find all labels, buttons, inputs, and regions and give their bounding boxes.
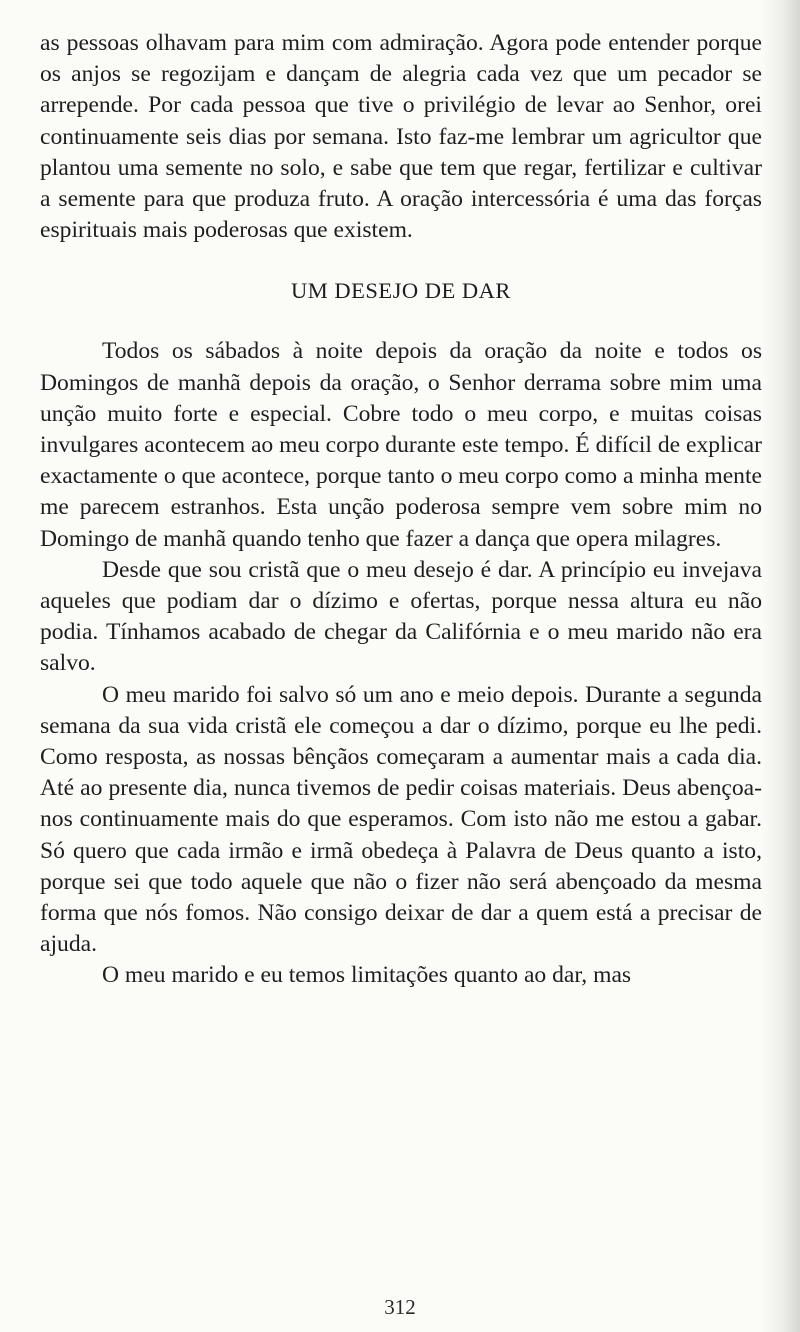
page-number: 312 [384,1295,416,1319]
paragraph: Todos os sábados à noite depois da oração da noite e todos os Domingos de manhã depois da oração, o Senhor derrama sobre mim uma unção muito forte e especial. Cobre todo o meu corpo, e muitas coisas invulgares acontecem ao meu corpo durante este tempo. É difícil de explicar exactamente o que acontece, porque tanto o meu corpo como a minha mente me parecem estranhos. Esta unção poderosa sempre vem sobre mim no Domingo de manhã quando tenho que fazer a dança que opera milagres. [40,338,762,552]
text-before-heading [40,28,762,246]
paragraph: O meu marido foi salvo só um ano e meio depois. Durante a segunda semana da sua vida cristã ele começou a dar o dízimo, porque eu lhe pedi. Como resposta, as nossas bênçãos começaram a aumentar mais a cada dia. Até ao presente dia, nunca tivemos de pedir coisas materiais. Deus abençoa-nos continuamente mais do que esperamos. Com isto não me estou a gabar. Só quero que cada irmão e irmã obedeça à Palavra de Deus quanto a isto, porque sei que todo aquele que não o fizer não será abençoado da mesma forma que nós fomos. Não consigo deixar de dar a quem está a precisar de ajuda. [40,681,762,958]
paragraph: O meu marido e eu temos limitações quanto ao dar, mas [102,962,632,989]
section-heading: UM DESEJO DE DAR [291,278,511,304]
paragraph-continued: as pessoas olhavam para mim com admiração. Agora pode entender porque os anjos se regozijam e dançam de alegria cada vez que um pecador se arrepende. Por cada pessoa que tive o privilégio de levar ao Senhor, orei continuamente seis dias por semana. Isto faz-me lembrar um agricultor que plantou uma semente no solo, e sabe que tem que regar, fertilizar e cultivar a semente para que produza fruto. A oração intercessória é uma das forças espirituais mais poderosas que existem. [40,30,762,244]
page-edge-shadow [762,0,800,1332]
book-page [40,28,762,992]
paragraph: Desde que sou cristã que o meu desejo é dar. A princípio eu invejava aqueles que podiam dar o dízimo e ofertas, porque nessa altura eu não podia. Tínhamos acabado de chegar da Califórnia e o meu marido não era salvo. [40,556,762,677]
text-after-heading [40,336,762,991]
